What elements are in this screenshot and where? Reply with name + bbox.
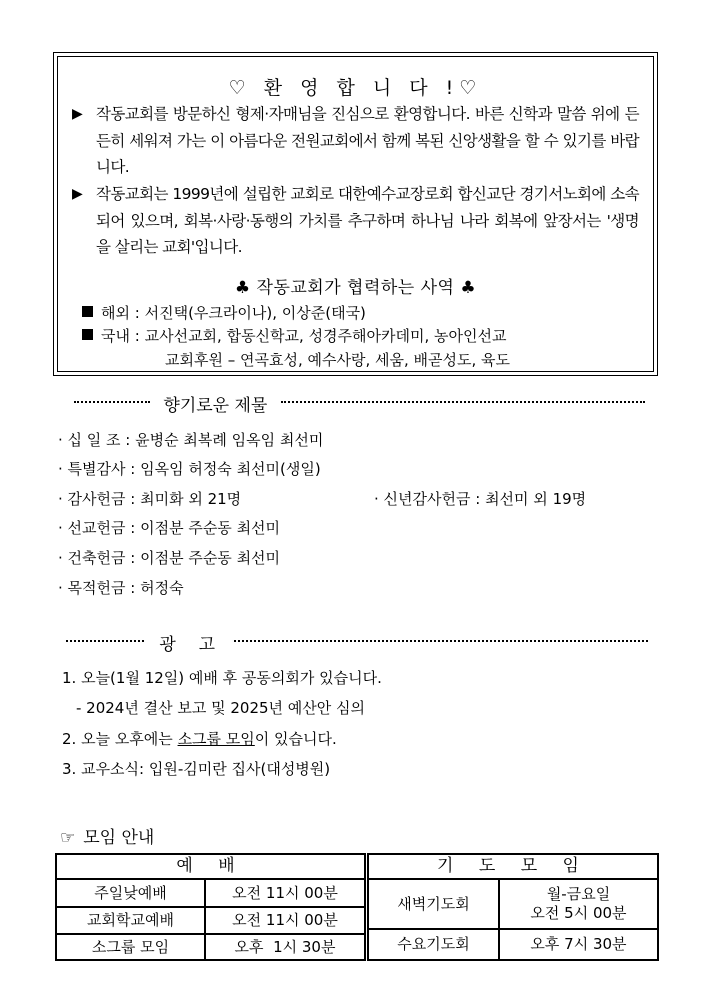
triangle-bullet-icon: ▶	[72, 106, 83, 122]
dotted-leader	[281, 401, 645, 403]
prayer-table	[367, 853, 659, 961]
offering-line-mission: · 선교헌금 : 이점분 주순동 최선미	[58, 519, 281, 537]
overseas-label: 해외 :	[101, 304, 140, 322]
offering-line-purpose: · 목적헌금 : 허정숙	[58, 579, 184, 597]
offering-line-special-thanks: · 특별감사 : 임옥임 허정숙 최선미(생일)	[58, 460, 321, 478]
worship-time: 오전 11시 00분	[205, 879, 365, 907]
worship-time: 오전 11시 00분	[205, 907, 365, 934]
offerings-heading-row	[74, 391, 645, 416]
small-group-link: 소그룹 모임	[177, 730, 255, 748]
offering-line-thanks: · 감사헌금 : 최미화 외 21명	[58, 490, 242, 508]
notices-heading: 광 고	[159, 635, 220, 655]
welcome-title: ♡ 환 영 합 니 다 !♡	[228, 77, 483, 99]
ministry-domestic-row	[82, 324, 506, 348]
worship-table	[55, 853, 366, 961]
offering-line-tithe: · 십 일 조 : 윤병순 최복례 임옥임 최선미	[58, 431, 324, 449]
welcome-paragraph-1	[72, 101, 639, 181]
domestic-value: 교사선교회, 합동신학교, 성경주해아카데미, 농아인선교	[144, 327, 507, 345]
square-bullet-icon	[82, 329, 93, 340]
offering-line-building: · 건축헌금 : 이점분 주순동 최선미	[58, 549, 281, 567]
prayer-time: 오후 7시 30분	[499, 929, 658, 960]
worship-header: 예 배	[56, 854, 365, 879]
notice-line-2-pre: 2. 오늘 오후에는	[62, 730, 178, 748]
meeting-title-row	[60, 823, 154, 848]
pointing-hand-icon: ☞	[60, 828, 76, 848]
ministry-overseas-row	[82, 301, 366, 325]
square-bullet-icon	[82, 306, 93, 317]
dotted-leader	[74, 401, 150, 403]
notices-heading-row	[66, 630, 648, 655]
welcome-inner-border	[57, 56, 654, 372]
worship-name: 교회학교예배	[56, 907, 205, 934]
prayer-name: 새벽기도회	[368, 879, 499, 929]
triangle-bullet-icon: ▶	[72, 186, 83, 202]
prayer-header: 기 도 모 임	[368, 854, 658, 879]
ministry-domestic-row-2: 교회후원 – 연곡효성, 예수사랑, 세움, 배곧성도, 육도	[165, 351, 510, 369]
welcome-paragraph-2	[72, 181, 639, 261]
prayer-time	[499, 879, 658, 929]
overseas-value: 서진택(우크라이나), 이상준(태국)	[144, 304, 366, 322]
offering-line-new-year-thanks: · 신년감사헌금 : 최선미 외 19명	[374, 490, 587, 508]
dotted-leader	[234, 640, 648, 642]
worship-name: 소그룹 모임	[56, 934, 205, 960]
notice-line-2-post: 이 있습니다.	[254, 730, 337, 748]
notice-line-3: 3. 교우소식: 입원-김미란 집사(대성병원)	[62, 760, 331, 778]
domestic-label: 국내 :	[101, 327, 140, 345]
prayer-time-days: 월-금요일	[546, 885, 611, 903]
worship-name: 주일낮예배	[56, 879, 205, 907]
welcome-paragraph-text: 작동교회를 방문하신 형제·자매님을 진심으로 환영합니다. 바른 신학과 말씀 위에 든든히 세워져 가는 이 아름다운 전원교회에서 함께 복된 신앙생활을 할 수 있기를 바랍니다.	[96, 105, 639, 176]
prayer-name: 수요기도회	[368, 929, 499, 960]
ministry-title: ♣ 작동교회가 협력하는 사역 ♣	[234, 278, 477, 298]
prayer-time-hour: 오전 5시 00분	[530, 904, 627, 922]
notice-line-1: 1. 오늘(1월 12일) 예배 후 공동의회가 있습니다.	[62, 669, 382, 687]
notice-line-2	[62, 728, 337, 749]
dotted-leader	[66, 640, 144, 642]
welcome-paragraph-text: 작동교회는 1999년에 설립한 교회로 대한예수교장로회 합신교단 경기서노회에 소속되어 있으며, 회복·사랑·동행의 가치를 추구하며 하나님 나라 회복에 앞장서는 '생명을 살리는 교회'입니다.	[96, 185, 639, 256]
meeting-title: 모임 안내	[83, 828, 155, 848]
worship-time: 오후 1시 30분	[205, 934, 365, 960]
welcome-box	[53, 52, 658, 376]
offerings-heading: 향기로운 제물	[163, 396, 268, 416]
notice-line-1-sub: - 2024년 결산 보고 및 2025년 예산안 심의	[76, 699, 366, 717]
